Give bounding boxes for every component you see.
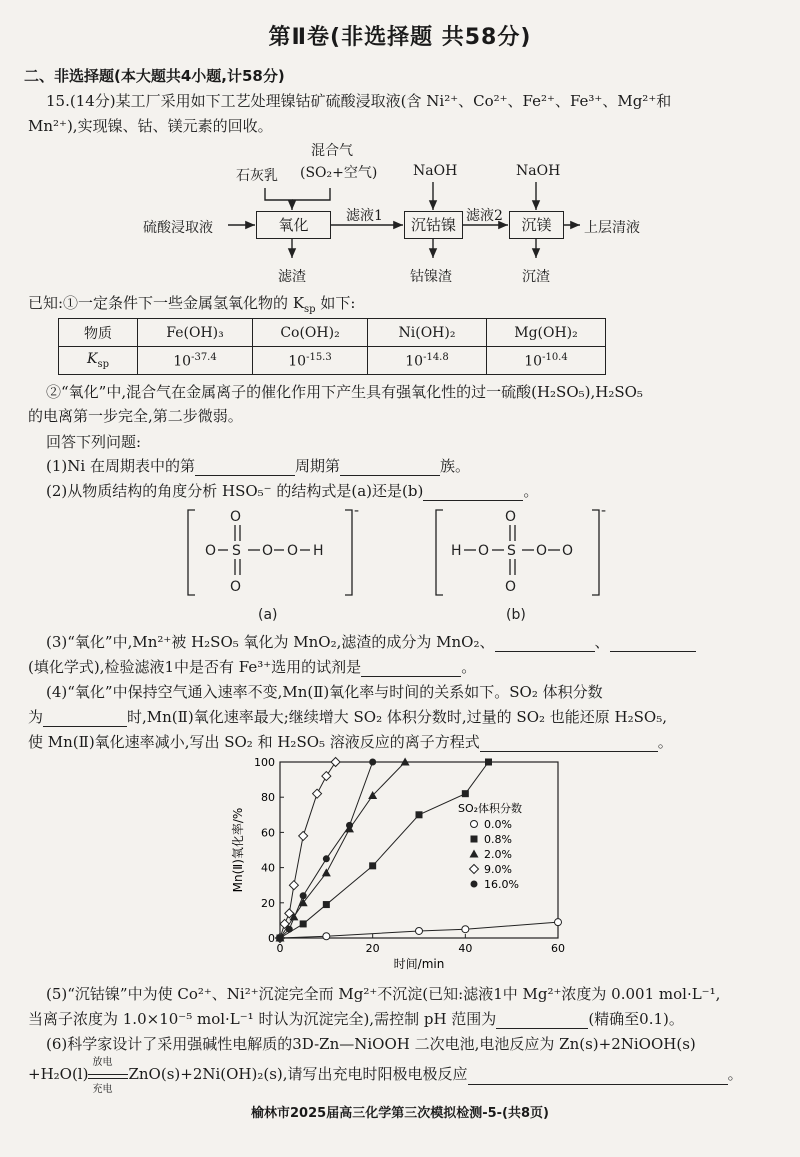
ksp-symbol: K — [86, 351, 98, 368]
legend-marker — [470, 850, 479, 858]
data-point — [323, 901, 330, 908]
plot-frame — [280, 762, 558, 938]
data-point — [416, 811, 423, 818]
flow-reagent-gas-line2: (SO₂+空气) — [300, 165, 378, 181]
struct-b-s: S — [507, 543, 516, 559]
ksp-exp: -14.8 — [423, 351, 449, 363]
legend-marker — [471, 881, 478, 888]
data-point — [313, 789, 322, 798]
struct-a-h: H — [313, 543, 324, 559]
bracket-a-left — [188, 510, 195, 595]
arrow-charge-label: 充电 — [92, 1084, 113, 1095]
data-point — [299, 831, 308, 840]
legend-entry: 9.0% — [484, 863, 512, 876]
table-cell-head: 物质 — [59, 319, 138, 347]
data-point — [323, 933, 330, 940]
q15-intro-line1: 15.(14分)某工厂采用如下工艺处理镍钴矿硫酸浸取液(含 Ni²⁺、Co²⁺、Fe²⁺、Fe³⁺、Mg²⁺和 — [46, 92, 672, 110]
series-line — [280, 762, 373, 938]
part-5-text-b: 当离子浓度为 1.0×10⁻⁵ mol·L⁻¹ 时认为沉淀完全),需控制 pH 范围为 — [28, 1010, 497, 1028]
struct-b-o-top: O — [505, 509, 517, 525]
flow-reagent-naoh-1: NaOH — [413, 163, 458, 179]
part-4-line3 — [28, 732, 776, 752]
table-cell: Co(OH)₂ — [253, 319, 368, 347]
struct-b-charge: - — [601, 505, 607, 519]
x-tick-label: 20 — [365, 942, 380, 955]
data-point — [289, 881, 298, 890]
flow-feed-label: 硫酸浸取液 — [143, 220, 213, 236]
answer-blank-residue-2[interactable] — [610, 635, 696, 652]
part-6-line1: (6)科学家设计了采用强碱性电解质的3D-Zn—NiOOH 二次电池,电池反应为 Zn(s)+2NiOOH(s) — [46, 1035, 696, 1053]
struct-a-o-bottom: O — [230, 579, 242, 595]
known-1-sub: sp — [304, 304, 316, 315]
answer-blank-group[interactable] — [340, 459, 440, 476]
table-cell: Fe(OH)₃ — [138, 319, 253, 347]
table-cell: Mg(OH)₂ — [487, 319, 606, 347]
struct-b-o1: O — [478, 543, 490, 559]
answer-blank-anode-reaction[interactable] — [468, 1068, 728, 1085]
flow-arrows — [0, 140, 800, 300]
table-cell-head — [59, 347, 138, 375]
flow-filtrate-2: 滤液2 — [466, 208, 503, 224]
part-6-line2 — [28, 1057, 776, 1095]
flow-step-oxidation: 氧化 — [256, 211, 331, 239]
ksp-sub: sp — [97, 358, 109, 370]
table-cell — [368, 347, 487, 375]
ksp-base: 10 — [405, 353, 424, 370]
flow-reagent-gas-line1: 混合气 — [311, 143, 353, 159]
known-1 — [28, 293, 776, 320]
part-2-text: (2)从物质结构的角度分析 HSO₅⁻ 的结构式是(a)还是(b) — [46, 482, 424, 500]
struct-b-o3: O — [562, 543, 574, 559]
table-row — [59, 319, 606, 347]
ksp-table — [58, 318, 606, 375]
known-1-text: 已知:①一定条件下一些金属氢氧化物的 K — [28, 294, 305, 312]
known-1-end: 如下: — [315, 294, 356, 312]
part-3-text-c: (填化学式),检验滤液1中是否有 Fe³⁺选用的试剂是 — [28, 658, 362, 676]
data-point — [485, 759, 492, 766]
legend-entry: 2.0% — [484, 848, 512, 861]
data-point — [369, 862, 376, 869]
struct-b-o2: O — [536, 543, 548, 559]
ksp-base: 10 — [173, 353, 192, 370]
answer-blank-structure[interactable] — [423, 484, 523, 501]
data-point — [300, 920, 307, 927]
table-cell — [253, 347, 368, 375]
table-row — [59, 347, 606, 375]
ksp-exp: -10.4 — [542, 351, 568, 363]
y-tick-label: 60 — [261, 826, 275, 840]
legend-entry: 0.8% — [484, 833, 512, 846]
ksp-base: 10 — [524, 353, 543, 370]
part-3-text-b: 、 — [594, 633, 610, 651]
part-5-line1: (5)“沉钴镍”中为使 Co²⁺、Ni²⁺沉淀完全而 Mg²⁺不沉淀(已知:滤液1中 Mg²⁺浓度为 0.001 mol·L⁻¹, — [46, 985, 721, 1003]
flow-step-co-ni-precip: 沉钴镍 — [404, 211, 463, 239]
struct-a-o-top: O — [230, 509, 242, 525]
y-axis-label: Mn(Ⅱ)氧化率/% — [231, 807, 245, 893]
part-3-text-a: (3)“氧化”中,Mn²⁺被 H₂SO₅ 氧化为 MnO₂,滤渣的成分为 MnO₂、 — [46, 633, 495, 651]
section-heading: 二、非选择题(本大题共4小题,计58分) — [24, 67, 285, 85]
part-4-text-d: 使 Mn(Ⅱ)氧化速率减小,写出 SO₂ 和 H₂SO₅ 溶液反应的离子方程式 — [28, 733, 480, 751]
data-point — [462, 790, 469, 797]
part-6-text-b2: ZnO(s)+2Ni(OH)₂(s),请写出充电时阳极电极反应 — [128, 1065, 468, 1083]
flow-reagent-lime: 石灰乳 — [236, 168, 278, 184]
legend-marker — [471, 836, 478, 843]
data-point — [331, 758, 340, 767]
bracket-b-right — [592, 510, 599, 595]
y-tick-label: 100 — [254, 756, 275, 769]
legend-entry: 0.0% — [484, 818, 512, 831]
data-point — [300, 892, 307, 899]
flow-residue-2: 钴镍渣 — [410, 269, 452, 285]
part-2-end: 。 — [523, 482, 539, 500]
data-point — [277, 935, 284, 942]
flow-product-supernatant: 上层清液 — [584, 220, 640, 236]
legend-entry: 16.0% — [484, 878, 519, 891]
legend-marker — [471, 821, 478, 828]
part-3-line2 — [28, 657, 776, 677]
data-point — [369, 759, 376, 766]
answer-prompt: 回答下列问题: — [46, 433, 142, 451]
bracket-a-right — [345, 510, 352, 595]
data-point — [286, 926, 293, 933]
part-1 — [46, 456, 776, 476]
part-6-text-c: 。 — [727, 1065, 743, 1083]
struct-b-h: H — [451, 543, 462, 559]
y-tick-label: 0 — [268, 932, 275, 945]
answer-blank-reagent[interactable] — [361, 660, 461, 677]
part-1-text-c: 族。 — [439, 457, 470, 475]
struct-b-o-bottom: O — [505, 579, 517, 595]
x-tick-label: 0 — [276, 942, 284, 955]
data-point — [555, 919, 562, 926]
y-tick-label: 40 — [261, 861, 275, 875]
legend-title: SO₂体积分数 — [458, 802, 523, 815]
flow-residue-3: 沉渣 — [522, 269, 550, 285]
part-5-text-c: (精确至0.1)。 — [588, 1010, 684, 1028]
answer-blank-residue-1[interactable] — [495, 635, 595, 652]
data-point — [462, 926, 469, 933]
answer-blank-period[interactable] — [195, 459, 295, 476]
ksp-base: 10 — [288, 353, 307, 370]
known-2-line1: ②“氧化”中,混合气在金属离子的催化作用下产生具有强氧化性的过一硫酸(H₂SO₅),H₂SO₅ — [46, 383, 643, 401]
part-4-line2 — [28, 707, 776, 727]
oxidation-rate-chart — [220, 752, 600, 982]
flow-step-mg-precip: 沉镁 — [509, 211, 564, 239]
page-footer: 榆林市2025届高三化学第三次模拟检测-5-(共8页) — [251, 1106, 549, 1121]
data-point — [346, 822, 353, 829]
y-tick-label: 20 — [261, 896, 275, 910]
struct-a-o-left: O — [205, 543, 217, 559]
series-line — [280, 762, 489, 938]
ksp-exp: -15.3 — [306, 351, 332, 363]
known-2-line2: 的电离第一步完全,第二步微弱。 — [28, 407, 243, 425]
part-4-line1: (4)“氧化”中保持空气通入速率不变,Mn(Ⅱ)氧化率与时间的关系如下。SO₂ 体积分数 — [46, 683, 603, 701]
answer-blank-ph-range[interactable] — [496, 1012, 588, 1029]
part-2 — [46, 481, 776, 501]
part-3-line1 — [46, 632, 776, 652]
structure-diagrams — [0, 505, 800, 625]
answer-blank-so2-fraction[interactable] — [43, 710, 127, 727]
part-4-text-e: 。 — [657, 733, 673, 751]
bracket-b-left — [436, 510, 443, 595]
struct-a-s: S — [232, 543, 241, 559]
part-3-text-d: 。 — [461, 658, 477, 676]
data-point — [323, 855, 330, 862]
reversible-arrow — [88, 1057, 128, 1095]
data-point — [416, 927, 423, 934]
flow-residue-1: 滤渣 — [278, 269, 306, 285]
part-5-line2 — [28, 1009, 776, 1029]
legend-marker — [470, 865, 479, 874]
x-tick-label: 60 — [551, 942, 565, 955]
page-title: 第Ⅱ卷(非选择题 共58分) — [268, 25, 532, 50]
flow-reagent-naoh-2: NaOH — [516, 163, 561, 179]
flow-filtrate-1: 滤液1 — [346, 208, 383, 224]
part-4-text-c: 时,Mn(Ⅱ)氧化速率最大;继续增大 SO₂ 体积分数时,过量的 SO₂ 也能还原 H₂SO₅, — [127, 708, 667, 726]
series-line — [280, 762, 405, 938]
x-axis-label: 时间/min — [393, 957, 445, 971]
x-tick-label: 40 — [458, 942, 473, 955]
struct-b-label: (b) — [506, 607, 526, 623]
struct-a-charge: - — [354, 505, 360, 519]
arrow-discharge-label: 放电 — [92, 1057, 113, 1068]
answer-blank-ionic-equation[interactable] — [480, 735, 658, 752]
struct-a-o1: O — [262, 543, 274, 559]
y-tick-label: 80 — [261, 791, 275, 805]
part-1-text-a: (1)Ni 在周期表中的第 — [46, 457, 195, 475]
ksp-exp: -37.4 — [191, 351, 217, 363]
part-6-text-b1: +H₂O(l) — [28, 1065, 89, 1083]
part-4-text-b: 为 — [28, 708, 44, 726]
data-point — [322, 868, 331, 876]
part-1-text-b: 周期第 — [294, 457, 340, 475]
data-point — [322, 772, 331, 781]
table-cell — [138, 347, 253, 375]
struct-a-label: (a) — [258, 607, 278, 623]
table-cell: Ni(OH)₂ — [368, 319, 487, 347]
q15-intro-line2: Mn²⁺),实现镍、钴、镁元素的回收。 — [28, 117, 273, 135]
struct-a-o2: O — [287, 543, 299, 559]
table-cell — [487, 347, 606, 375]
